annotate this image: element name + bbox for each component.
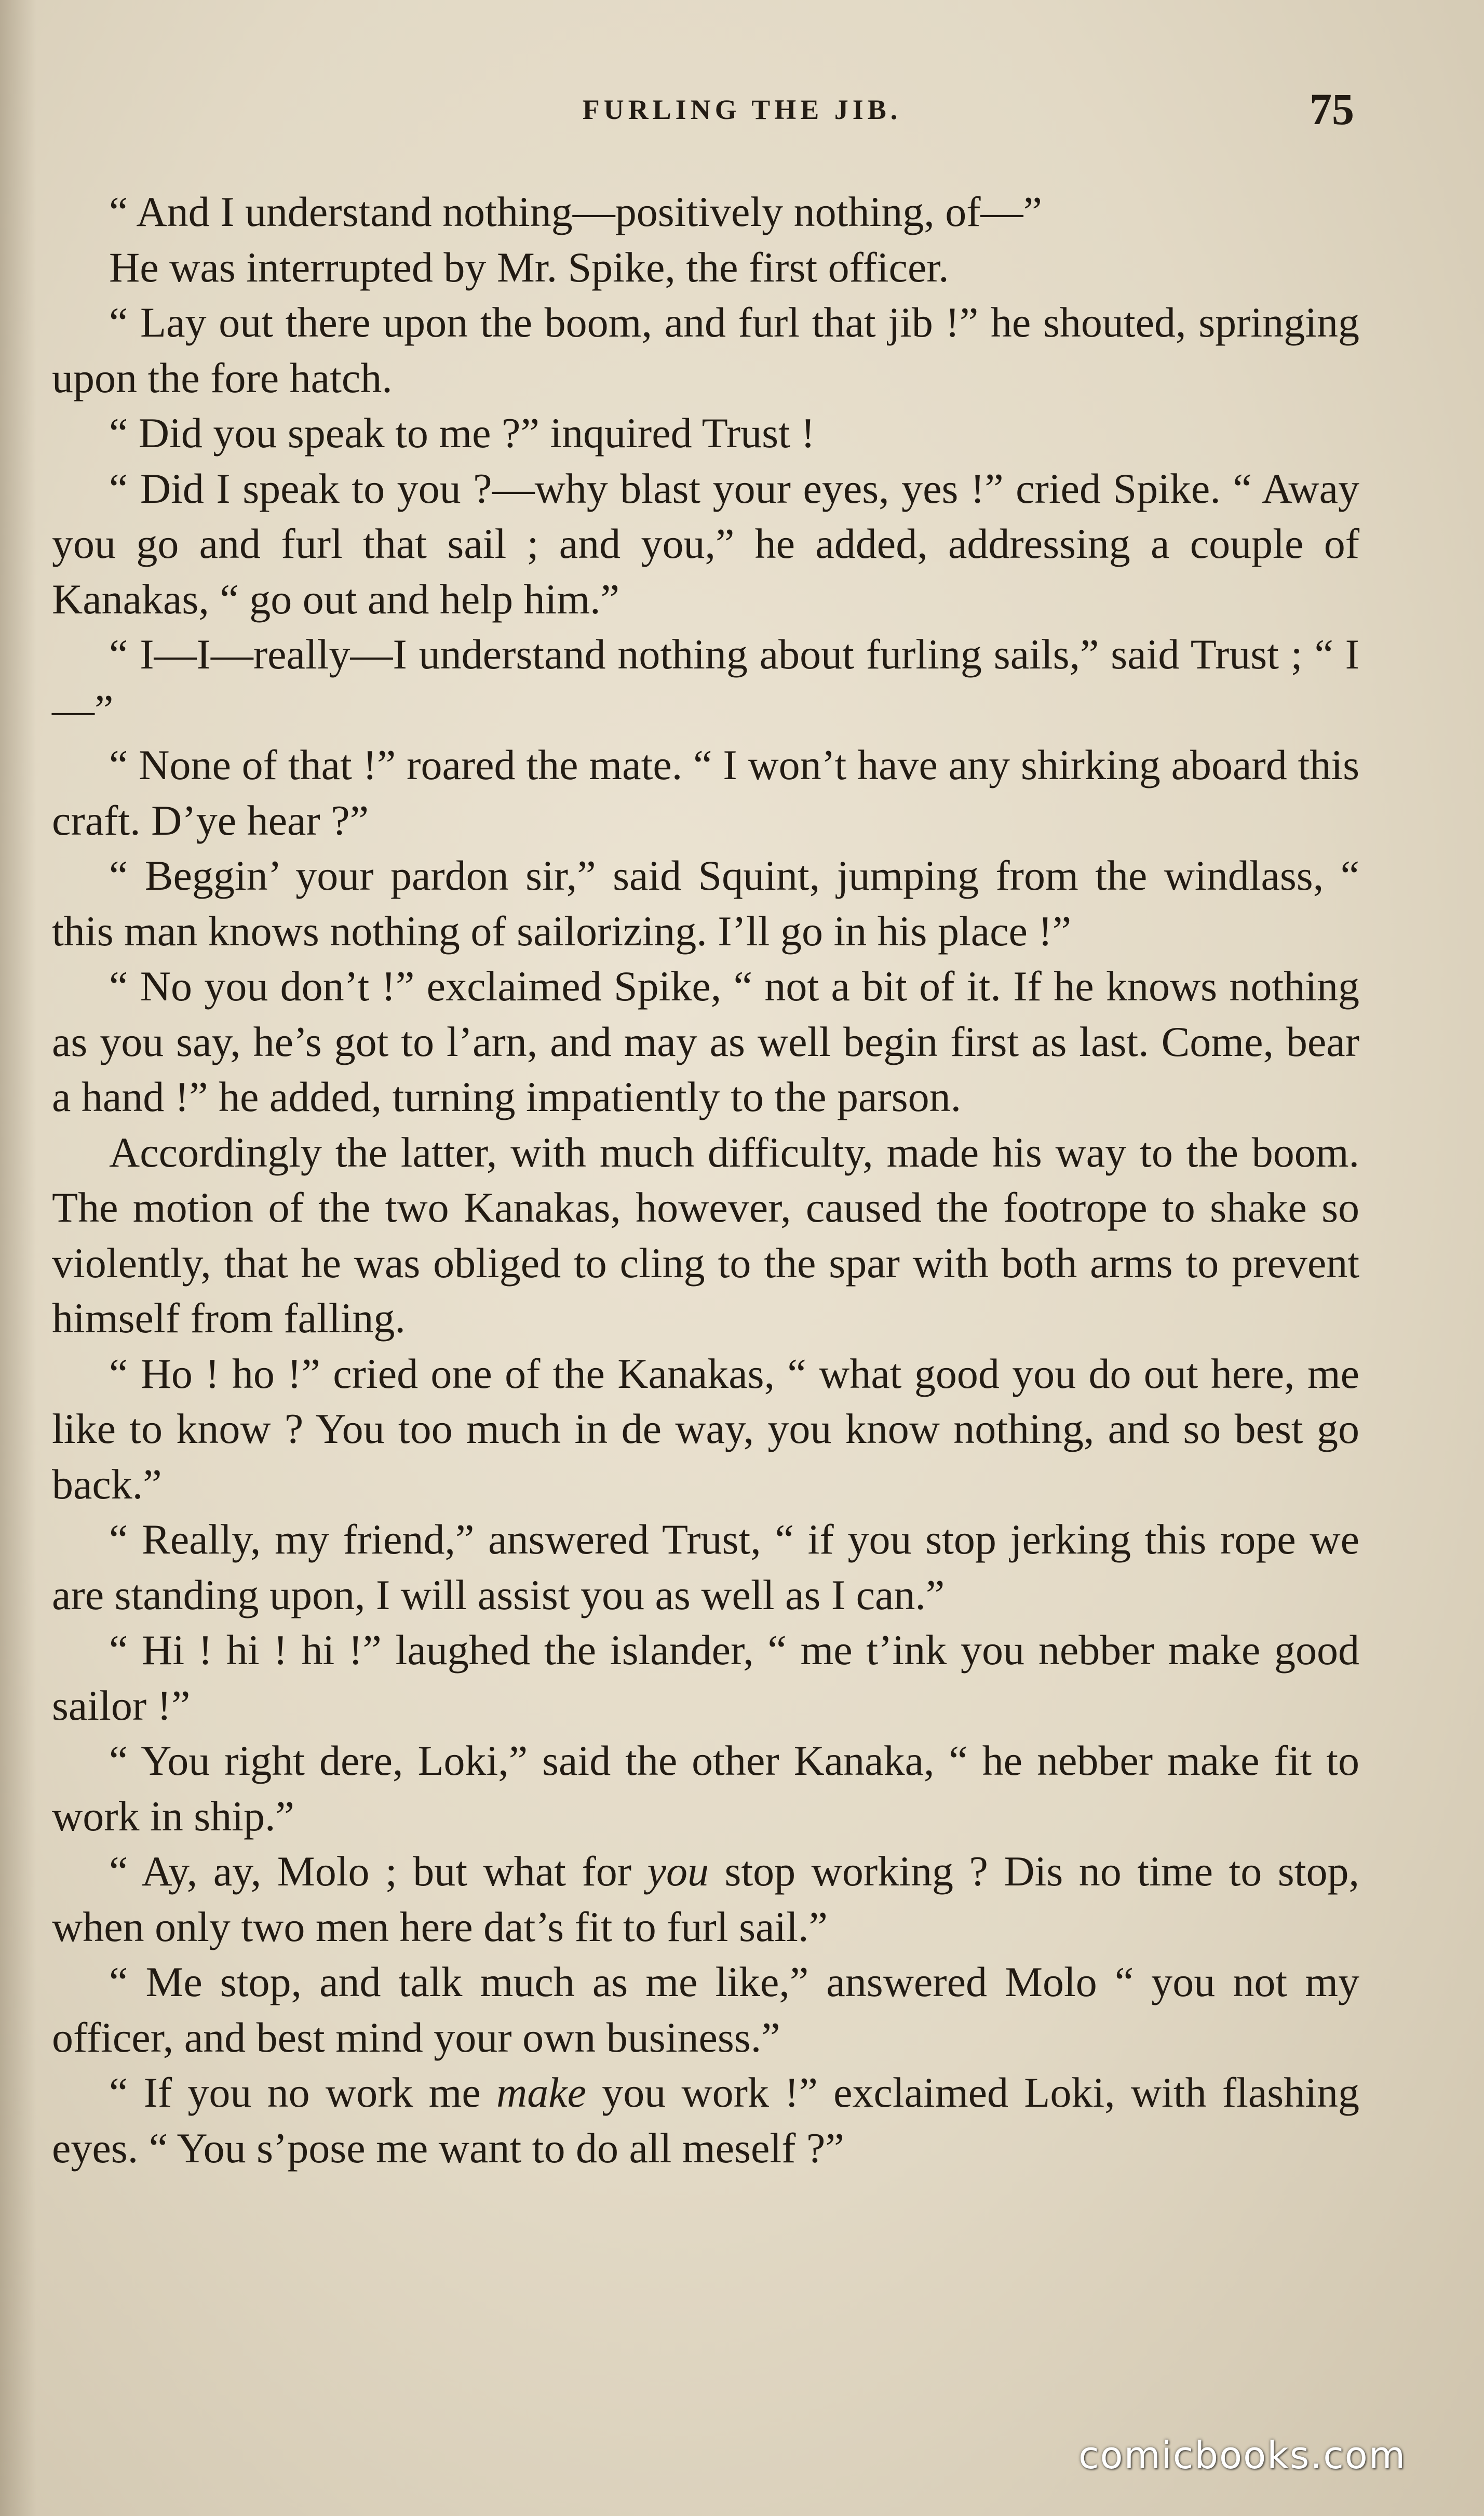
- paragraph: “ Really, my friend,” answered Trust, “ if you stop jerking this rope we are standing upon, I will assist you as well as I can.”: [52, 1516, 1359, 1618]
- gutter-shadow: [0, 0, 36, 2516]
- paragraph: “ I—I—really—I understand nothing about furling sails,” said Trust ; “ I—”: [52, 631, 1359, 733]
- text-run: stop working ? Dis no time to stop, when only two men here dat’s fit to furl sail.”: [52, 1848, 1360, 1950]
- italic-emphasis: you: [647, 1848, 709, 1895]
- paragraph: “ Me stop, and talk much as me like,” answered Molo “ you not my officer, and best mind your own business.”: [52, 1958, 1359, 2061]
- paragraph: “ Ho ! ho !” cried one of the Kanakas, “ what good you do out here, me like to know ? You too much in de way, you know nothing, and so best go back.”: [52, 1349, 1359, 1508]
- text-run: “ Ay, ay, Molo ; but what for: [109, 1848, 647, 1895]
- running-head-title: FURLING THE JIB.: [582, 94, 902, 125]
- body-text: [52, 184, 1359, 2176]
- text-run: you work !” exclaimed Loki, with flashing eyes. “ You s’pose me want to do all meself ?”: [52, 2069, 1359, 2172]
- page-number: 75: [1310, 84, 1354, 134]
- paragraph: “ No you don’t !” exclaimed Spike, “ not a bit of it. If he knows nothing as you say, he’s got to l’arn, and may as well begin first as last. Come, bear a hand !” he added, turning impatiently to the parson.: [52, 962, 1359, 1120]
- paragraph: “ None of that !” roared the mate. “ I won’t have any shirking aboard this craft. D’ye hear ?”: [52, 741, 1359, 844]
- paragraph: [52, 1844, 1359, 1955]
- paragraph: “ And I understand nothing—positively nothing, of—”: [109, 188, 1042, 235]
- paragraph: “ Lay out there upon the boom, and furl that jib !” he shouted, springing upon the fore hatch.: [52, 299, 1359, 402]
- paragraph: “ Did you speak to me ?” inquired Trust !: [109, 409, 815, 457]
- italic-emphasis: make: [496, 2069, 587, 2116]
- paragraph: Accordingly the latter, with much difficulty, made his way to the boom. The motion of the two Kanakas, however, caused the footrope to shake so violently, that he was obliged to cling to the spar with both arms to prevent himself from falling.: [52, 1128, 1359, 1342]
- paragraph: “ You right dere, Loki,” said the other Kanaka, “ he nebber make fit to work in ship.”: [52, 1737, 1359, 1840]
- running-head: [0, 83, 1484, 145]
- watermark: comicbooks.com: [1078, 2433, 1406, 2477]
- text-run: “ If you no work me: [109, 2069, 496, 2116]
- paragraph: “ Beggin’ your pardon sir,” said Squint, jumping from the windlass, “ this man knows nothing of sailorizing. I’ll go in his place !”: [52, 852, 1359, 955]
- paragraph: He was interrupted by Mr. Spike, the first officer.: [109, 243, 949, 291]
- paragraph: “ Did I speak to you ?—why blast your eyes, yes !” cried Spike. “ Away you go and furl that sail ; and you,” he added, addressing a couple of Kanakas, “ go out and help him.”: [52, 464, 1359, 623]
- paragraph: “ Hi ! hi ! hi !” laughed the islander, “ me t’ink you nebber make good sailor !”: [52, 1626, 1359, 1729]
- paragraph: [52, 2065, 1359, 2176]
